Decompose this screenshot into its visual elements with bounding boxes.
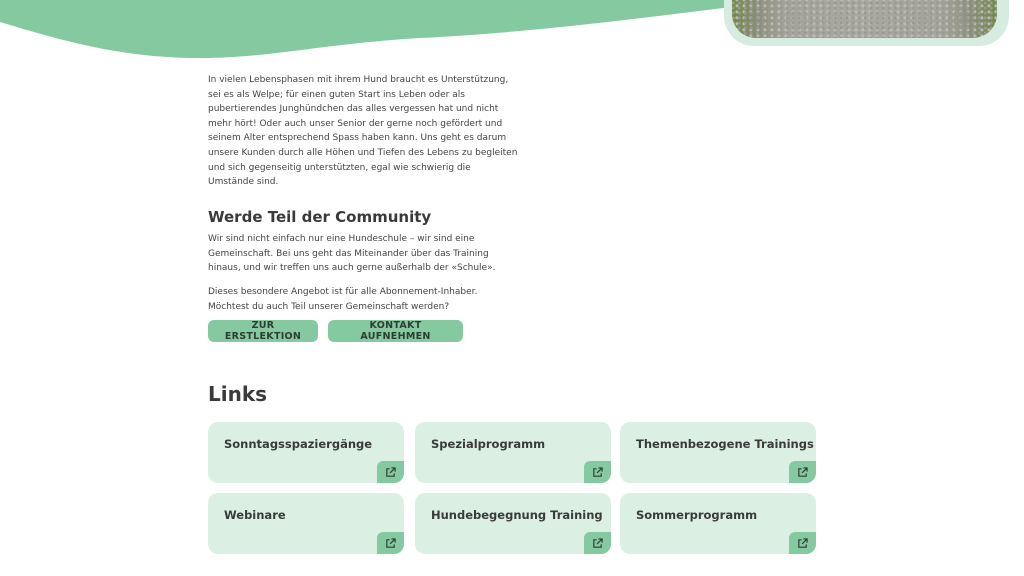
external-link-icon[interactable] — [789, 532, 816, 554]
first-lesson-button[interactable]: ZUR ERSTLEKTION — [208, 320, 318, 342]
external-link-icon[interactable] — [789, 461, 816, 483]
external-link-icon[interactable] — [584, 461, 611, 483]
link-card-label: Hundebegegnung Training — [431, 508, 603, 522]
contact-button[interactable]: KONTAKT AUFNEHMEN — [328, 320, 463, 342]
link-card-sonntagsspaziergaenge[interactable] — [208, 422, 404, 483]
links-heading: Links — [208, 382, 268, 406]
link-card-label: Themenbezogene Trainings — [636, 437, 814, 451]
intro-paragraph: In vielen Lebensphasen mit ihrem Hund braucht es Unterstützung, sei es als Welpe; für einen guten Start ins Leben oder als pubertierendes Junghündchen das alles vergessen hat und nicht mehr hört! Oder auch unser Senior der gerne noch gefördert und seinem Alter entsprechend Spass haben kann. Uns geht es darum unsere Kunden durch alle Höhen und Tiefen des Lebens zu begleiten und sich gegenseitig unterstützten, egal wie schwierig die Umstände sind. — [208, 75, 518, 188]
external-link-icon[interactable] — [377, 461, 404, 483]
community-paragraph: Wir sind nicht einfach nur eine Hundeschule – wir sind eine Gemeinschaft. Bei uns geht das Miteinander über das Training hinaus, und wir treffen uns auch gerne außerhalb der «Schule». — [208, 234, 496, 274]
link-card-label: Sommerprogramm — [636, 508, 758, 522]
header-wave — [0, 0, 740, 70]
link-card-spezialprogramm[interactable] — [415, 422, 611, 483]
link-card-webinare[interactable] — [208, 493, 404, 554]
link-card-themenbezogene-trainings[interactable] — [620, 422, 816, 483]
link-card-hundebegegnung-training[interactable] — [415, 493, 611, 554]
link-card-label: Webinare — [224, 508, 286, 522]
gravel-path-photo — [732, 0, 997, 38]
links-grid — [208, 422, 816, 554]
community-heading: Werde Teil der Community — [208, 208, 432, 226]
hero-image-frame — [724, 0, 1009, 46]
link-card-label: Sonntagsspaziergänge — [224, 437, 373, 451]
external-link-icon[interactable] — [377, 532, 404, 554]
external-link-icon[interactable] — [584, 532, 611, 554]
link-card-label: Spezialprogramm — [431, 437, 546, 451]
offer-paragraph: Dieses besondere Angebot ist für alle Abonnement-Inhaber. Möchtest du auch Teil unserer Gemeinschaft werden? — [208, 287, 478, 312]
link-card-sommerprogramm[interactable] — [620, 493, 816, 554]
